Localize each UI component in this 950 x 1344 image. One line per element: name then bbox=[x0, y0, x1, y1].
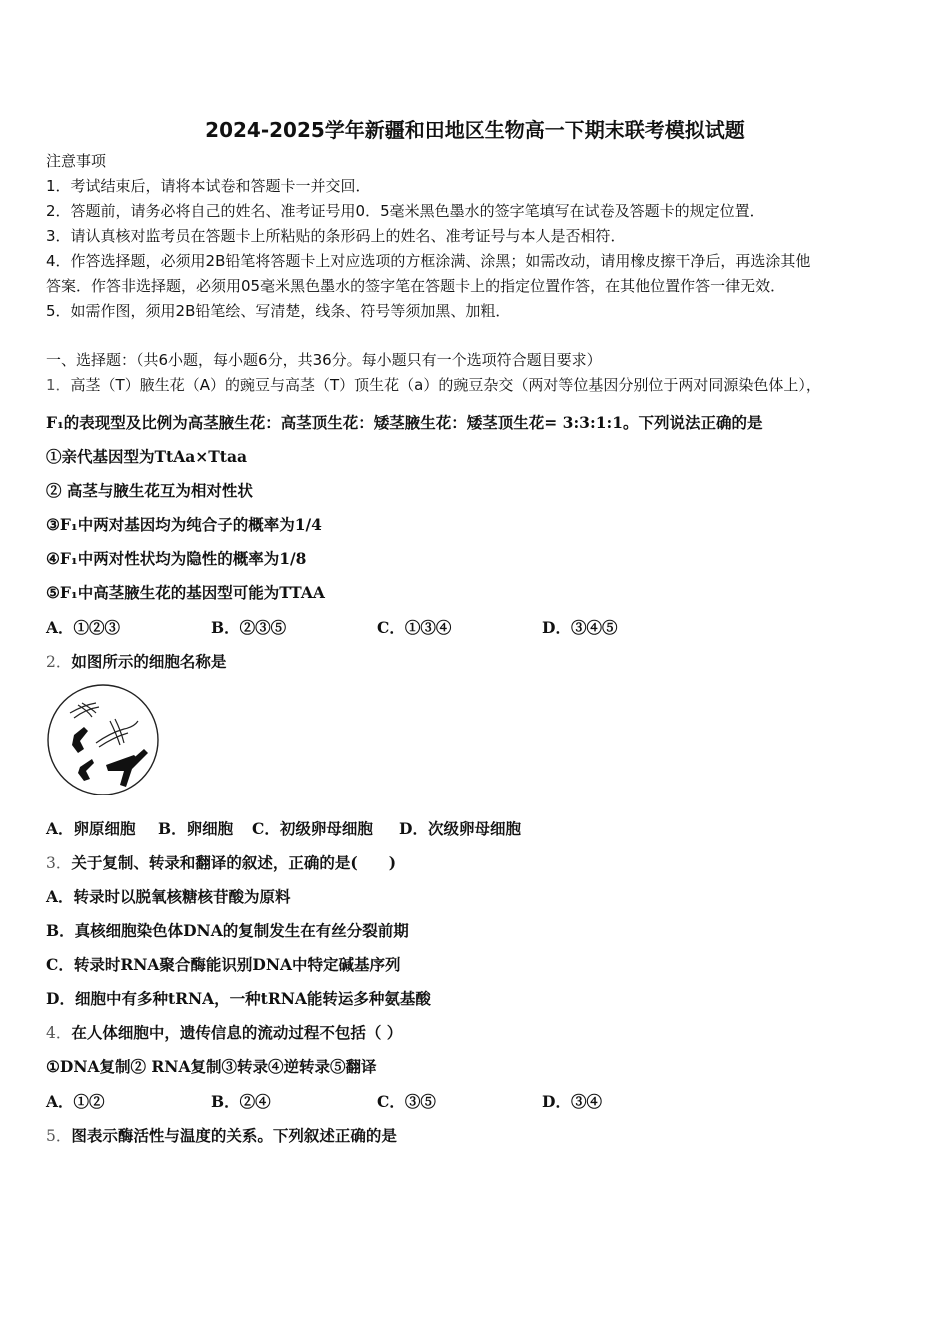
notice-item: 4．作答选择题，必须用2B铅笔将答题卡上对应选项的方框涂满、涂黑；如需改动，请用橡皮擦干净后，再选涂其他 bbox=[46, 252, 811, 270]
stem-text: 图表示酶活性与温度的关系。下列叙述正确的是 bbox=[71, 1126, 397, 1145]
option-a: A．①② bbox=[46, 1092, 105, 1111]
option-d: D．③④⑤ bbox=[542, 618, 618, 637]
option-c: C．初级卵母细胞 bbox=[252, 819, 373, 838]
stem-text: 关于复制、转录和翻译的叙述，正确的是( ) bbox=[71, 853, 397, 872]
option-b: B．②③⑤ bbox=[211, 618, 287, 637]
process-sequence: ①DNA复制② RNA复制③转录④逆转录⑤翻译 bbox=[46, 1057, 377, 1076]
question-number: 5． bbox=[46, 1127, 72, 1145]
option-a: A．转录时以脱氧核糖核苷酸为原料 bbox=[46, 887, 291, 906]
statement: ③F₁中两对基因均为纯合子的概率为1/4 bbox=[46, 515, 322, 534]
section-heading: 一、选择题：（共6小题，每小题6分，共36分。每小题只有一个选项符合题目要求） bbox=[46, 351, 602, 369]
notice-item: 1．考试结束后，请将本试卷和答题卡一并交回． bbox=[46, 177, 371, 195]
notice-heading: 注意事项 bbox=[46, 152, 107, 170]
question-number: 4． bbox=[46, 1024, 72, 1042]
stem-text: 高茎（T）腋生花（A）的豌豆与高茎（T）顶生花（a）的豌豆杂交（两对等位基因分别位于两对同源染色体上）， bbox=[70, 376, 821, 394]
option-a: A．①②③ bbox=[46, 618, 121, 637]
question-5-stem bbox=[46, 1126, 397, 1146]
option-b: B．②④ bbox=[211, 1092, 271, 1111]
question-4-stem bbox=[46, 1023, 402, 1043]
notice-item: 2．答题前，请务必将自己的姓名、准考证号用0．5毫米黑色墨水的签字笔填写在试卷及答题卡的规定位置． bbox=[46, 202, 765, 220]
statement: ⑤F₁中高茎腋生花的基因型可能为TTAA bbox=[46, 583, 325, 602]
question-number: 2． bbox=[46, 653, 72, 671]
question-number: 3． bbox=[46, 854, 72, 872]
option-d: D．③④ bbox=[542, 1092, 602, 1111]
option-b: B．真核细胞染色体DNA的复制发生在有丝分裂前期 bbox=[46, 921, 409, 940]
cell-chromosome-figure bbox=[44, 683, 162, 795]
notice-item: 答案．作答非选择题，必须用05毫米黑色墨水的签字笔在答题卡上的指定位置作答，在其他位置作答一律无效． bbox=[46, 277, 786, 295]
notice-item: 5．如需作图，须用2B铅笔绘、写清楚，线条、符号等须加黑、加粗． bbox=[46, 302, 511, 320]
option-d: D．次级卵母细胞 bbox=[399, 819, 521, 838]
question-1-stem bbox=[46, 375, 821, 395]
stem-text: 在人体细胞中，遗传信息的流动过程不包括（ ） bbox=[71, 1023, 403, 1042]
statement: ④F₁中两对性状均为隐性的概率为1/8 bbox=[46, 549, 307, 568]
option-d: D．细胞中有多种tRNA，一种tRNA能转运多种氨基酸 bbox=[46, 989, 431, 1008]
question-2-stem bbox=[46, 652, 226, 672]
option-c: C．③⑤ bbox=[377, 1092, 436, 1111]
question-number: 1． bbox=[46, 376, 71, 394]
option-c: C．转录时RNA聚合酶能识别DNA中特定碱基序列 bbox=[46, 955, 401, 974]
option-b: B．卵细胞 bbox=[158, 819, 234, 838]
stem-text: 如图所示的细胞名称是 bbox=[71, 652, 227, 671]
statement: ② 高茎与腋生花互为相对性状 bbox=[46, 481, 253, 500]
page-title: 2024-2025学年新疆和田地区生物高一下期末联考模拟试题 bbox=[205, 118, 745, 142]
option-a: A．卵原细胞 bbox=[46, 819, 136, 838]
statement: ①亲代基因型为TtAa×Ttaa bbox=[46, 447, 248, 466]
option-c: C．①③④ bbox=[377, 618, 452, 637]
question-3-stem bbox=[46, 853, 396, 873]
notice-item: 3．请认真核对监考员在答题卡上所粘贴的条形码上的姓名、准考证号与本人是否相符． bbox=[46, 227, 626, 245]
question-1-stem-cont: F₁的表现型及比例为高茎腋生花：高茎顶生花：矮茎腋生花：矮茎顶生花= 3:3:1:1。下列说法正确的是 bbox=[46, 413, 763, 432]
